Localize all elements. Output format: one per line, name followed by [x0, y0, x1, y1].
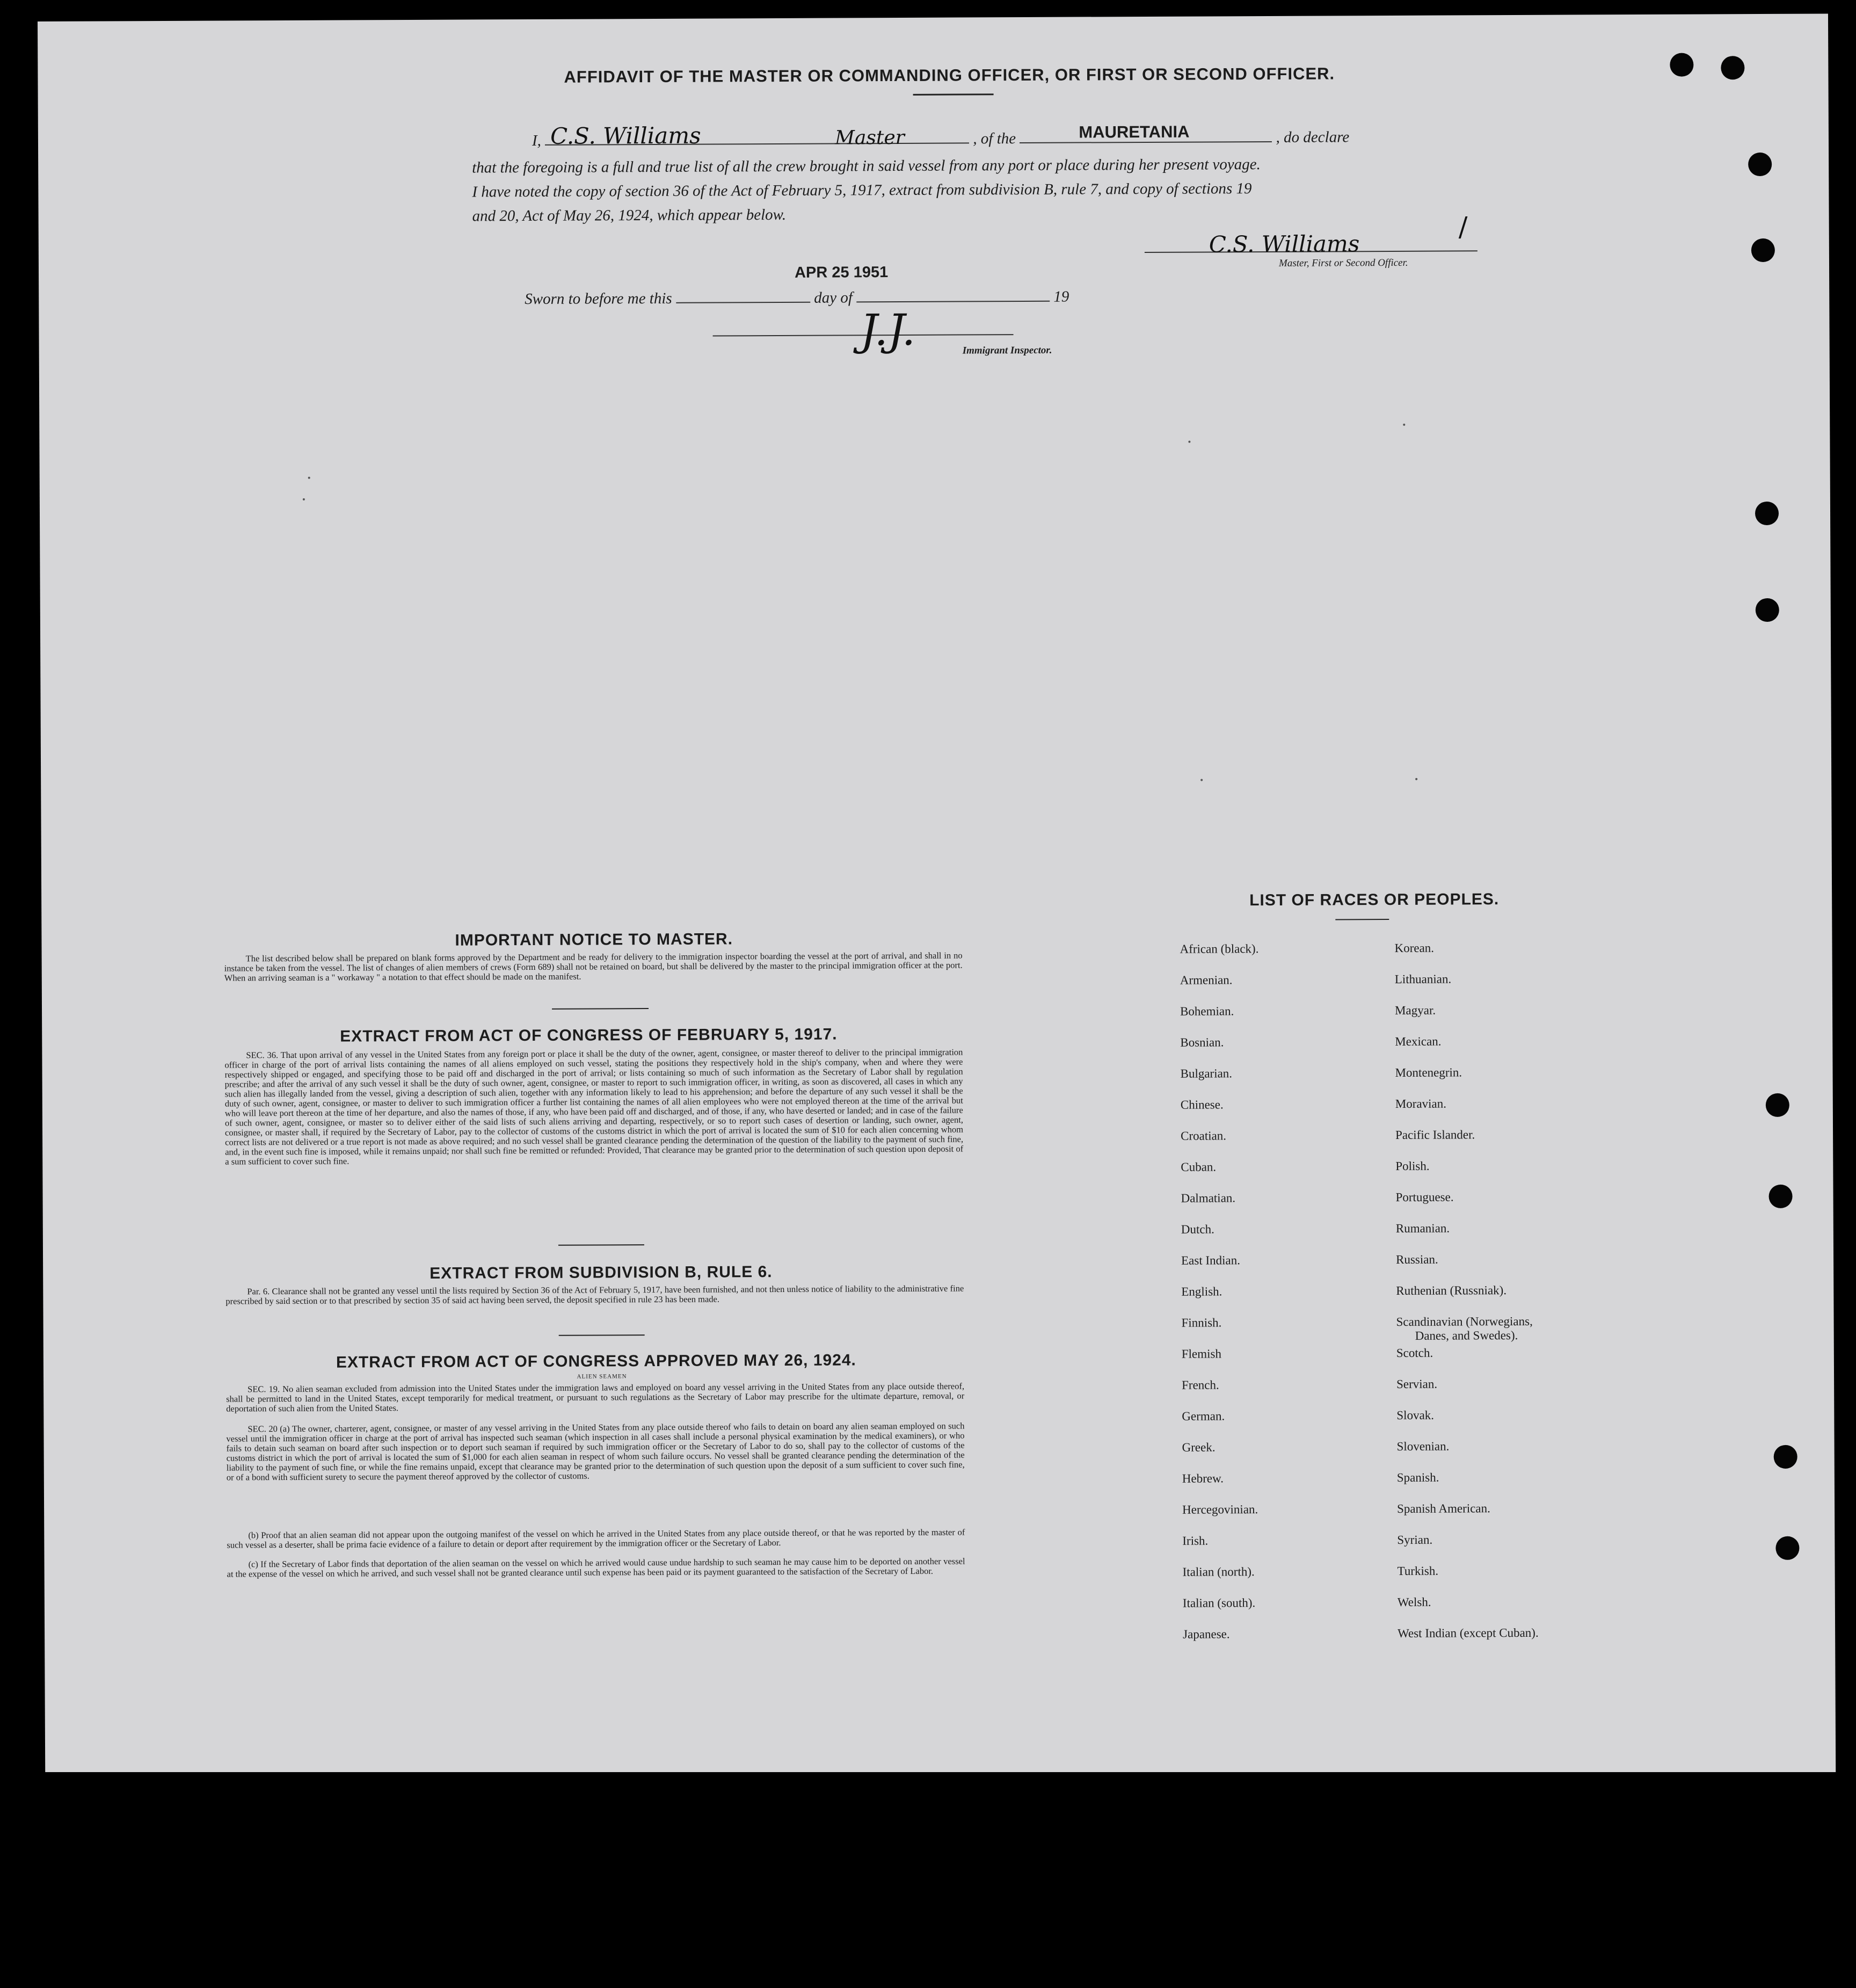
extract-1917-divider	[558, 1244, 644, 1246]
punch-hole	[1748, 153, 1772, 176]
race-item: Russian.	[1396, 1252, 1438, 1266]
punch-hole	[1751, 238, 1775, 262]
punch-hole	[1721, 56, 1744, 79]
race-item: Cuban.	[1181, 1160, 1217, 1174]
affidavit-line-2: that the foregoing is a full and true list of all the crew brought in said vessel from any port or place during her present voyage.	[472, 156, 1261, 177]
race-item: Spanish American.	[1397, 1501, 1490, 1515]
race-item: East Indian.	[1181, 1253, 1241, 1267]
year-prefix: 19	[1053, 288, 1069, 306]
extract-1924-title: EXTRACT FROM ACT OF CONGRESS APPROVED MAY 26, 1924.	[336, 1351, 856, 1372]
master-signature: C.S. Williams	[1209, 230, 1360, 258]
race-item: Finnish.	[1181, 1316, 1222, 1330]
race-item: Chinese.	[1180, 1098, 1224, 1112]
name-rank-blank[interactable]	[545, 122, 969, 149]
race-item-continuation: Danes, and Swedes).	[1415, 1328, 1518, 1343]
punch-hole	[1775, 1536, 1799, 1560]
affidavit-title: AFFIDAVIT OF THE MASTER OR COMMANDING OFFICER, OR FIRST OR SECOND OFFICER.	[564, 64, 1335, 86]
handwritten-master-name: C.S. Williams	[550, 122, 701, 149]
date-stamp: APR 25 1951	[794, 264, 889, 281]
speck	[1403, 424, 1405, 426]
race-item: Dutch.	[1181, 1222, 1214, 1236]
race-item: Polish.	[1395, 1159, 1430, 1173]
rule6-title: EXTRACT FROM SUBDIVISION B, RULE 6.	[430, 1263, 773, 1282]
line1-prefix: I,	[532, 132, 541, 149]
race-item: Slovak.	[1396, 1408, 1435, 1422]
sec20b-body: (b) Proof that an alien seaman did not appear upon the outgoing manifest of the vessel on which he arrived in the United States from any place outside thereof, or that he was reported by the master of such vessel as a deserter, shall be prima facie evidence of a failure to detain or deport after requirement by the immigration officer or the Secretary of Labor.	[227, 1527, 965, 1550]
race-item: African (black).	[1180, 942, 1259, 956]
signature-tick: /	[1458, 211, 1468, 243]
speck	[1200, 779, 1203, 781]
document-page	[38, 13, 1836, 1788]
punch-hole	[1774, 1445, 1797, 1469]
races-title: LIST OF RACES OR PEOPLES.	[1249, 890, 1500, 910]
vessel-blank[interactable]	[1020, 122, 1272, 143]
extract-1917-title: EXTRACT FROM ACT OF CONGRESS OF FEBRUARY 5, 1917.	[340, 1025, 838, 1046]
affidavit-line-1	[532, 122, 1350, 150]
notice-body: The list described below shall be prepared on blank forms approved by the Department and be ready for delivery to the immigration inspector boarding the vessel at the port of arrival, and shall in no instance be taken from the vessel. The list of changes of alien members of crews (Form 689) shall not be retained on board, but shall be delivered by the master to the principal immigration officer at the port. When an arriving seaman is a " workaway " a notation to that effect should be made on the manifest.	[224, 950, 963, 983]
rule6-body: Par. 6. Clearance shall not be granted any vessel until the lists required by Section 36 of the Act of February 5, 1917, have been furnished, and not then unless notice of liability to the administrative fine prescribed by said section or to that prescribed by section 35 of said act having been served, the deposit specified in rule 23 has been made.	[225, 1283, 964, 1307]
sworn-day-blank[interactable]	[676, 302, 810, 303]
race-item: Rumanian.	[1395, 1221, 1450, 1235]
of-the-text: , of the	[973, 130, 1016, 148]
notice-title: IMPORTANT NOTICE TO MASTER.	[455, 930, 733, 949]
race-item: Dalmatian.	[1181, 1191, 1236, 1205]
sec20a-body: SEC. 20 (a) The owner, charterer, agent, consignee, or master of any vessel arriving in the United States from any place outside thereof who fails to detain on board any alien seaman employed on such vessel until the immigration officer in charge at the port of arrival has inspected such seaman (which inspection in all cases shall include a personal physical examination by the medical examiners), or who fails to detain such seaman on board after such inspection or to deport such seaman if required by such immigration officer or the Secretary of Labor to do so, shall pay to the collector of customs of the customs district in which the port of arrival is located the sum of $1,000 for each alien seaman in respect of whom such failure occurs. No vessel shall be granted clearance pending the determination of the liability to the payment of such fine, or while the fine remains unpaid, except that clearance may be granted prior to the determination of such question upon the deposit of a sum sufficient to cover such fine, or of a bond with sufficient surety to secure the payment thereof approved by the collector of customs.	[226, 1420, 965, 1483]
race-item: Greek.	[1182, 1440, 1216, 1454]
race-item: Irish.	[1182, 1534, 1209, 1548]
race-item: Portuguese.	[1395, 1190, 1454, 1204]
punch-hole	[1670, 53, 1693, 77]
speck	[1415, 778, 1417, 780]
notice-divider	[552, 1008, 649, 1010]
race-item: Korean.	[1394, 941, 1435, 955]
race-item: Italian (south).	[1182, 1596, 1256, 1610]
inspector-caption: Immigrant Inspector.	[962, 344, 1052, 357]
extract-1917-body: SEC. 36. That upon arrival of any vessel in the United States from any foreign port or place it shall be the duty of the owner, agent, consignee, or master thereof to deliver to the principal immigration officer in charge of the port of arrival lists containing the names of all aliens employed on such vessel, stating the positions they respectively hold in the ship's company, when and where they were respectively shipped or engaged, and specifying those to be paid off and discharged in the port of arrival; or lists containing so much of such information as the Secretary of Labor shall by regulation prescribe; and after the arrival of any such vessel it shall be the duty of such owner, agent, consignee, or master to report to such immigration officer, in writing, as soon as discovered, all cases in which any such alien has illegally landed from the vessel, giving a description of such alien, together with any information likely to lead to his apprehension; and before the departure of any such vessel it shall be the duty of such owner, agent, consignee, or master to deliver to such immigration officer a further list containing the names of all alien employees who were not employed thereon at the time of the arrival but who will leave port thereon at the time of her departure, and also the names of those, if any, who have been paid off and discharged, and of those, if any, who have deserted or landed; and in case of the failure of such owner, agent, consignee, or master so to deliver either of the said lists of such aliens arriving and departing, respectively, or so to report such cases of desertion or landing, such owner, agent, consignee, or master shall, if required by the Secretary of Labor, pay to the collector of customs of the customs district in which the port of arrival is located the sum of $10 for each alien concerning whom correct lists are not delivered or a true report is not made as above required; and no such vessel shall be granted clearance pending the determination of the question of the liability to the payment of such fine, and, in the event such fine is imposed, while it remains unpaid; nor shall such fine be remitted or refunded: Provided, That clearance may be granted prior to the determination of such question upon deposit of a sum sufficient to cover such fine.	[224, 1047, 964, 1167]
race-item: Scotch.	[1396, 1346, 1433, 1360]
race-item: Pacific Islander.	[1395, 1128, 1475, 1142]
sec20c-body: (c) If the Secretary of Labor finds that deportation of the alien seaman on the vessel on which he arrived would cause undue hardship to such seaman he may cause him to be deported on another vessel at the expense of the vessel on which he arrived, and such vessel shall not be granted clearance until such expense has been paid or its payment guaranteed to the satisfaction of the Secretary of Labor.	[227, 1556, 965, 1579]
race-item: Mexican.	[1395, 1034, 1442, 1048]
race-item: Scandinavian (Norwegians,	[1396, 1314, 1533, 1329]
vessel-name: MAURETANIA	[1079, 122, 1190, 142]
race-item: Croatian.	[1181, 1129, 1227, 1143]
day-of-text: day of	[814, 289, 853, 307]
race-item: Bohemian.	[1180, 1004, 1234, 1018]
race-item: Servian.	[1396, 1377, 1438, 1391]
rule6-divider	[559, 1334, 645, 1336]
speck	[1188, 441, 1190, 443]
punch-hole	[1756, 598, 1779, 622]
inspector-signature: J.J.	[860, 304, 916, 355]
race-item: Italian (north).	[1182, 1565, 1255, 1579]
punch-hole	[1755, 502, 1779, 525]
race-item: French.	[1182, 1378, 1219, 1392]
race-item: Montenegrin.	[1395, 1065, 1462, 1079]
do-declare-text: , do declare	[1276, 128, 1350, 146]
speck	[308, 477, 310, 479]
race-item: Bulgarian.	[1180, 1066, 1233, 1080]
scan-border	[0, 1772, 1856, 1988]
signature-caption: Master, First or Second Officer.	[1278, 257, 1408, 269]
race-item: Slovenian.	[1396, 1439, 1450, 1453]
race-item: German.	[1182, 1409, 1225, 1423]
title-underline	[913, 93, 994, 96]
race-item: English.	[1181, 1285, 1222, 1298]
speck	[303, 498, 305, 500]
handwritten-rank: Master	[835, 126, 905, 149]
sworn-month-blank[interactable]	[856, 301, 1050, 303]
race-item: Moravian.	[1395, 1097, 1447, 1111]
race-item: Ruthenian (Russniak).	[1396, 1283, 1507, 1297]
race-item: Spanish.	[1396, 1470, 1439, 1484]
affidavit-line-3: I have noted the copy of section 36 of the Act of February 5, 1917, extract from subdivision B, rule 7, and copy of sections 19	[472, 180, 1252, 201]
race-item: Bosnian.	[1180, 1035, 1224, 1049]
race-item: Flemish	[1181, 1347, 1222, 1361]
race-item: Hercegovinian.	[1182, 1503, 1258, 1517]
race-item: Syrian.	[1397, 1533, 1433, 1547]
races-underline	[1335, 919, 1389, 920]
race-item: Welsh.	[1397, 1595, 1431, 1609]
alien-seamen-caption: ALIEN SEAMEN	[577, 1373, 627, 1380]
race-item: Magyar.	[1395, 1003, 1436, 1017]
race-item: Armenian.	[1180, 973, 1233, 987]
affidavit-line-4: and 20, Act of May 26, 1924, which appear below.	[472, 206, 787, 225]
race-item: Hebrew.	[1182, 1471, 1224, 1485]
sworn-line	[525, 288, 1069, 308]
punch-hole	[1766, 1093, 1789, 1117]
race-item: Turkish.	[1397, 1564, 1439, 1578]
race-item: West Indian (except Cuban).	[1398, 1626, 1539, 1640]
race-item: Japanese.	[1183, 1627, 1230, 1641]
punch-hole	[1768, 1185, 1792, 1208]
sworn-prefix: Sworn to before me this	[525, 289, 672, 308]
race-item: Lithuanian.	[1394, 972, 1452, 986]
sec19-body: SEC. 19. No alien seaman excluded from admission into the United States under the immigration laws and employed on board any vessel arriving in the United States from any place outside thereof, shall be permitted to land in the United States, except temporarily for medical treatment, or pursuant to such regulations as the Secretary of Labor may prescribe for the ultimate departure, removal, or deportation of such alien from the United States.	[226, 1381, 965, 1414]
